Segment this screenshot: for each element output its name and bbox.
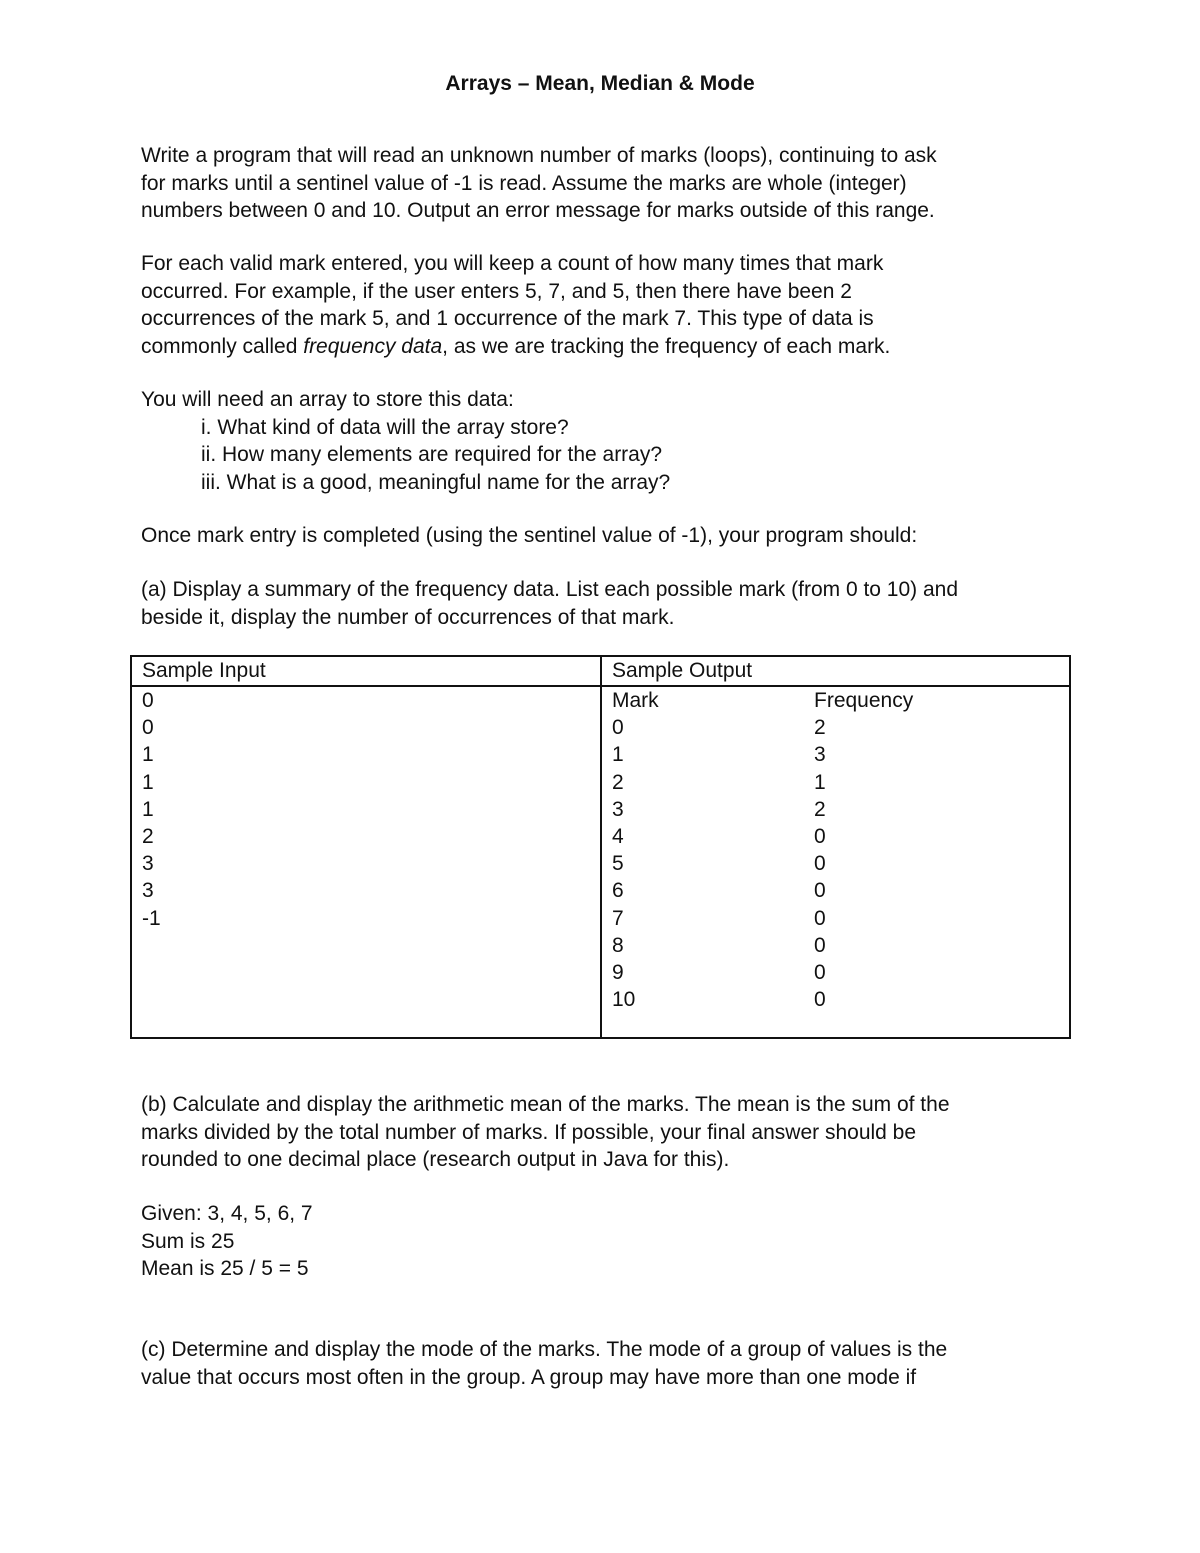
example-line: Mean is 25 / 5 = 5 [141,1257,309,1280]
frequency-column [814,687,913,1013]
sample-input-value: 2 [142,824,154,848]
mark-value: 1 [612,743,624,767]
page-title: Arrays – Mean, Median & Mode [445,72,755,95]
mark-value: 10 [612,988,636,1012]
intro-line: numbers between 0 and 10. Output an error message for marks outside of this range. [141,199,935,222]
sample-table [130,655,1071,1039]
frequency-value: 2 [814,716,826,740]
mark-header: Mark [612,689,659,712]
part-a-line: beside it, display the number of occurrences of that mark. [141,605,675,629]
sample-input-value: 3 [142,852,154,876]
part-a-paragraph [141,576,1081,631]
frequency-line [141,333,1081,361]
part-b-paragraph [141,1091,1081,1174]
sample-input-header: Sample Input [131,656,601,686]
example-line: Given: 3, 4, 5, 6, 7 [141,1202,313,1225]
sample-output-grid [612,687,1059,1013]
frequency-paragraph [141,250,1081,360]
part-c-paragraph [141,1336,1081,1391]
sample-input-value: 0 [142,716,154,740]
sample-input-value: 1 [142,770,154,794]
mark-value: 7 [612,906,624,930]
part-b-line: rounded to one decimal place (research output in Java for this). [141,1148,730,1171]
frequency-value: 3 [814,743,826,767]
sample-output-header: Sample Output [601,656,1070,686]
array-lead: You will need an array to store this data: [141,388,514,411]
mark-value: 8 [612,933,624,957]
frequency-value: 0 [814,824,826,848]
array-question: iii. What is a good, meaningful name for the array? [201,470,671,494]
intro-line: Write a program that will read an unknown number of marks (loops), continuing to ask [141,144,937,167]
mark-value: 4 [612,824,624,848]
sample-table-header-row [131,656,1070,686]
example-line: Sum is 25 [141,1229,235,1253]
frequency-value: 0 [814,988,826,1012]
sample-input-cell [131,686,601,1038]
intro-line: for marks until a sentinel value of -1 is read. Assume the marks are whole (integer) [141,171,907,195]
frequency-value: 2 [814,797,826,821]
frequency-line: occurrences of the mark 5, and 1 occurrence of the mark 7. This type of data is [141,307,874,330]
array-question: i. What kind of data will the array store? [201,415,569,439]
completion-paragraph [141,522,1081,550]
sample-input-value: 1 [142,743,154,767]
frequency-line: For each valid mark entered, you will keep a count of how many times that mark [141,252,884,275]
frequency-value: 0 [814,933,826,957]
mark-value: 3 [612,797,624,821]
mark-value: 6 [612,879,624,903]
mark-column [612,687,814,1013]
sample-table-data-row [131,686,1070,1038]
mark-value: 2 [612,770,624,794]
array-paragraph [141,386,1081,496]
sample-input-value: 0 [142,689,154,712]
part-b-line: (b) Calculate and display the arithmetic mean of the marks. The mean is the sum of the [141,1093,950,1116]
frequency-value: 0 [814,906,826,930]
intro-paragraph [141,142,1081,225]
sample-input-value: 3 [142,879,154,903]
frequency-value: 0 [814,852,826,876]
mark-value: 0 [612,716,624,740]
frequency-line-text: , as we are tracking the frequency of each mark. [442,334,891,358]
frequency-value: 1 [814,770,826,794]
sample-input-value: 1 [142,797,154,821]
sample-input-value: -1 [142,906,161,930]
frequency-header: Frequency [814,689,914,712]
frequency-line-text: commonly called [141,334,304,358]
frequency-value: 0 [814,960,826,984]
frequency-data-term: frequency data [303,334,443,358]
frequency-value: 0 [814,879,826,903]
frequency-line: occurred. For example, if the user enters 5, 7, and 5, then there have been 2 [141,279,852,303]
part-b-line: marks divided by the total number of marks. If possible, your final answer should be [141,1120,917,1144]
array-question: ii. How many elements are required for the array? [201,443,663,466]
mark-value: 5 [612,852,624,876]
part-c-line: value that occurs most often in the group. A group may have more than one mode if [141,1365,917,1389]
mean-example [141,1200,1081,1283]
mark-value: 9 [612,960,624,984]
sample-input-list [142,687,590,932]
completion-line: Once mark entry is completed (using the sentinel value of -1), your program should: [141,524,918,547]
sample-output-cell [601,686,1070,1038]
part-c-line: (c) Determine and display the mode of the marks. The mode of a group of values is the [141,1338,948,1361]
part-a-line: (a) Display a summary of the frequency data. List each possible mark (from 0 to 10) and [141,578,959,601]
